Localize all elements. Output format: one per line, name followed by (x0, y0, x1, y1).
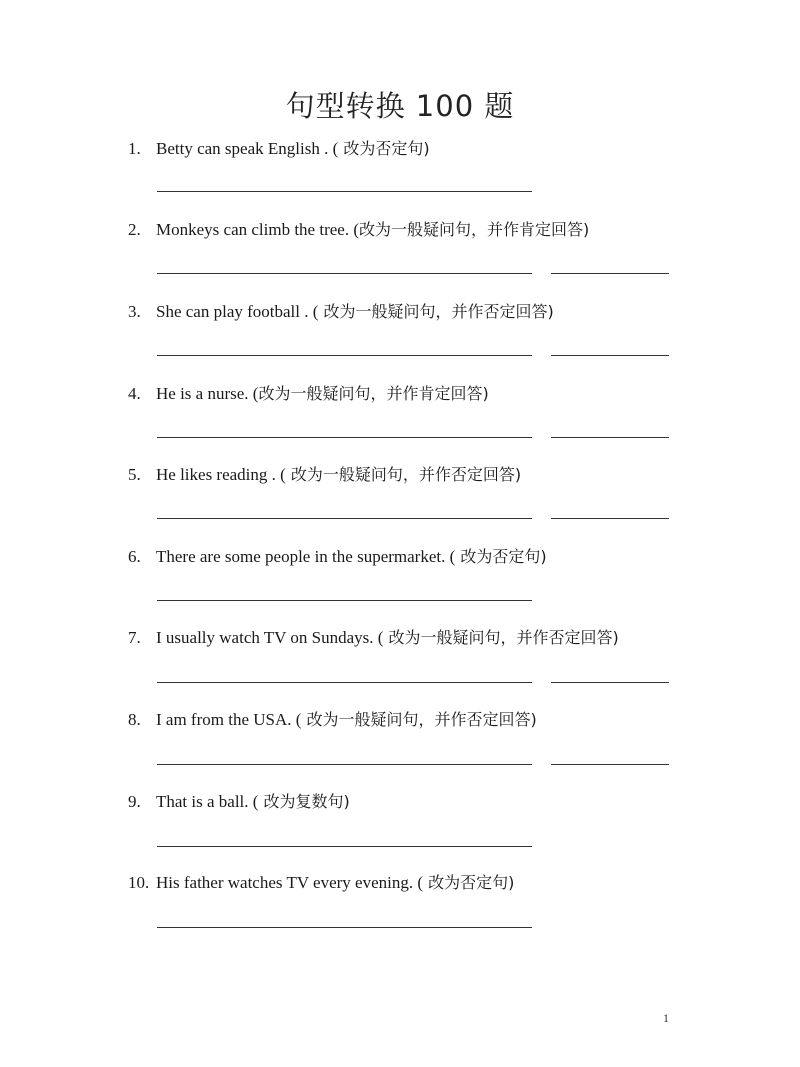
question-7: 7. I usually watch TV on Sundays. ( 改为一般疑问句，并作否定回答) (128, 628, 619, 647)
answer-line[interactable] (157, 355, 532, 356)
answer-line[interactable] (157, 437, 532, 438)
question-4: 4. He is a nurse. (改为一般疑问句，并作肯定回答) (128, 384, 489, 403)
short-answer-line[interactable] (551, 273, 669, 274)
answer-line[interactable] (157, 927, 532, 928)
short-answer-line[interactable] (551, 355, 669, 356)
answer-line[interactable] (157, 846, 532, 847)
short-answer-line[interactable] (551, 682, 669, 683)
question-6: 6. There are some people in the supermarket. ( 改为否定句) (128, 547, 547, 566)
answer-line[interactable] (157, 764, 532, 765)
question-1: 1. Betty can speak English . ( 改为否定句) (128, 139, 430, 158)
short-answer-line[interactable] (551, 518, 669, 519)
question-9: 9. That is a ball. ( 改为复数句) (128, 792, 350, 811)
short-answer-line[interactable] (551, 437, 669, 438)
question-3: 3. She can play football . ( 改为一般疑问句，并作否定回答) (128, 302, 554, 321)
question-5: 5. He likes reading . ( 改为一般疑问句，并作否定回答) (128, 465, 522, 484)
answer-line[interactable] (157, 518, 532, 519)
answer-line[interactable] (157, 682, 532, 683)
answer-line[interactable] (157, 191, 532, 192)
page-number: 1 (663, 1011, 669, 1025)
short-answer-line[interactable] (551, 764, 669, 765)
answer-line[interactable] (157, 273, 532, 274)
question-10: 10. His father watches TV every evening. ( 改为否定句) (128, 873, 515, 892)
page-title: 句型转换 100 题 (285, 89, 515, 123)
answer-line[interactable] (157, 600, 532, 601)
question-8: 8. I am from the USA. ( 改为一般疑问句，并作否定回答) (128, 710, 537, 729)
question-2: 2. Monkeys can climb the tree. (改为一般疑问句，并作肯定回答) (128, 220, 590, 239)
